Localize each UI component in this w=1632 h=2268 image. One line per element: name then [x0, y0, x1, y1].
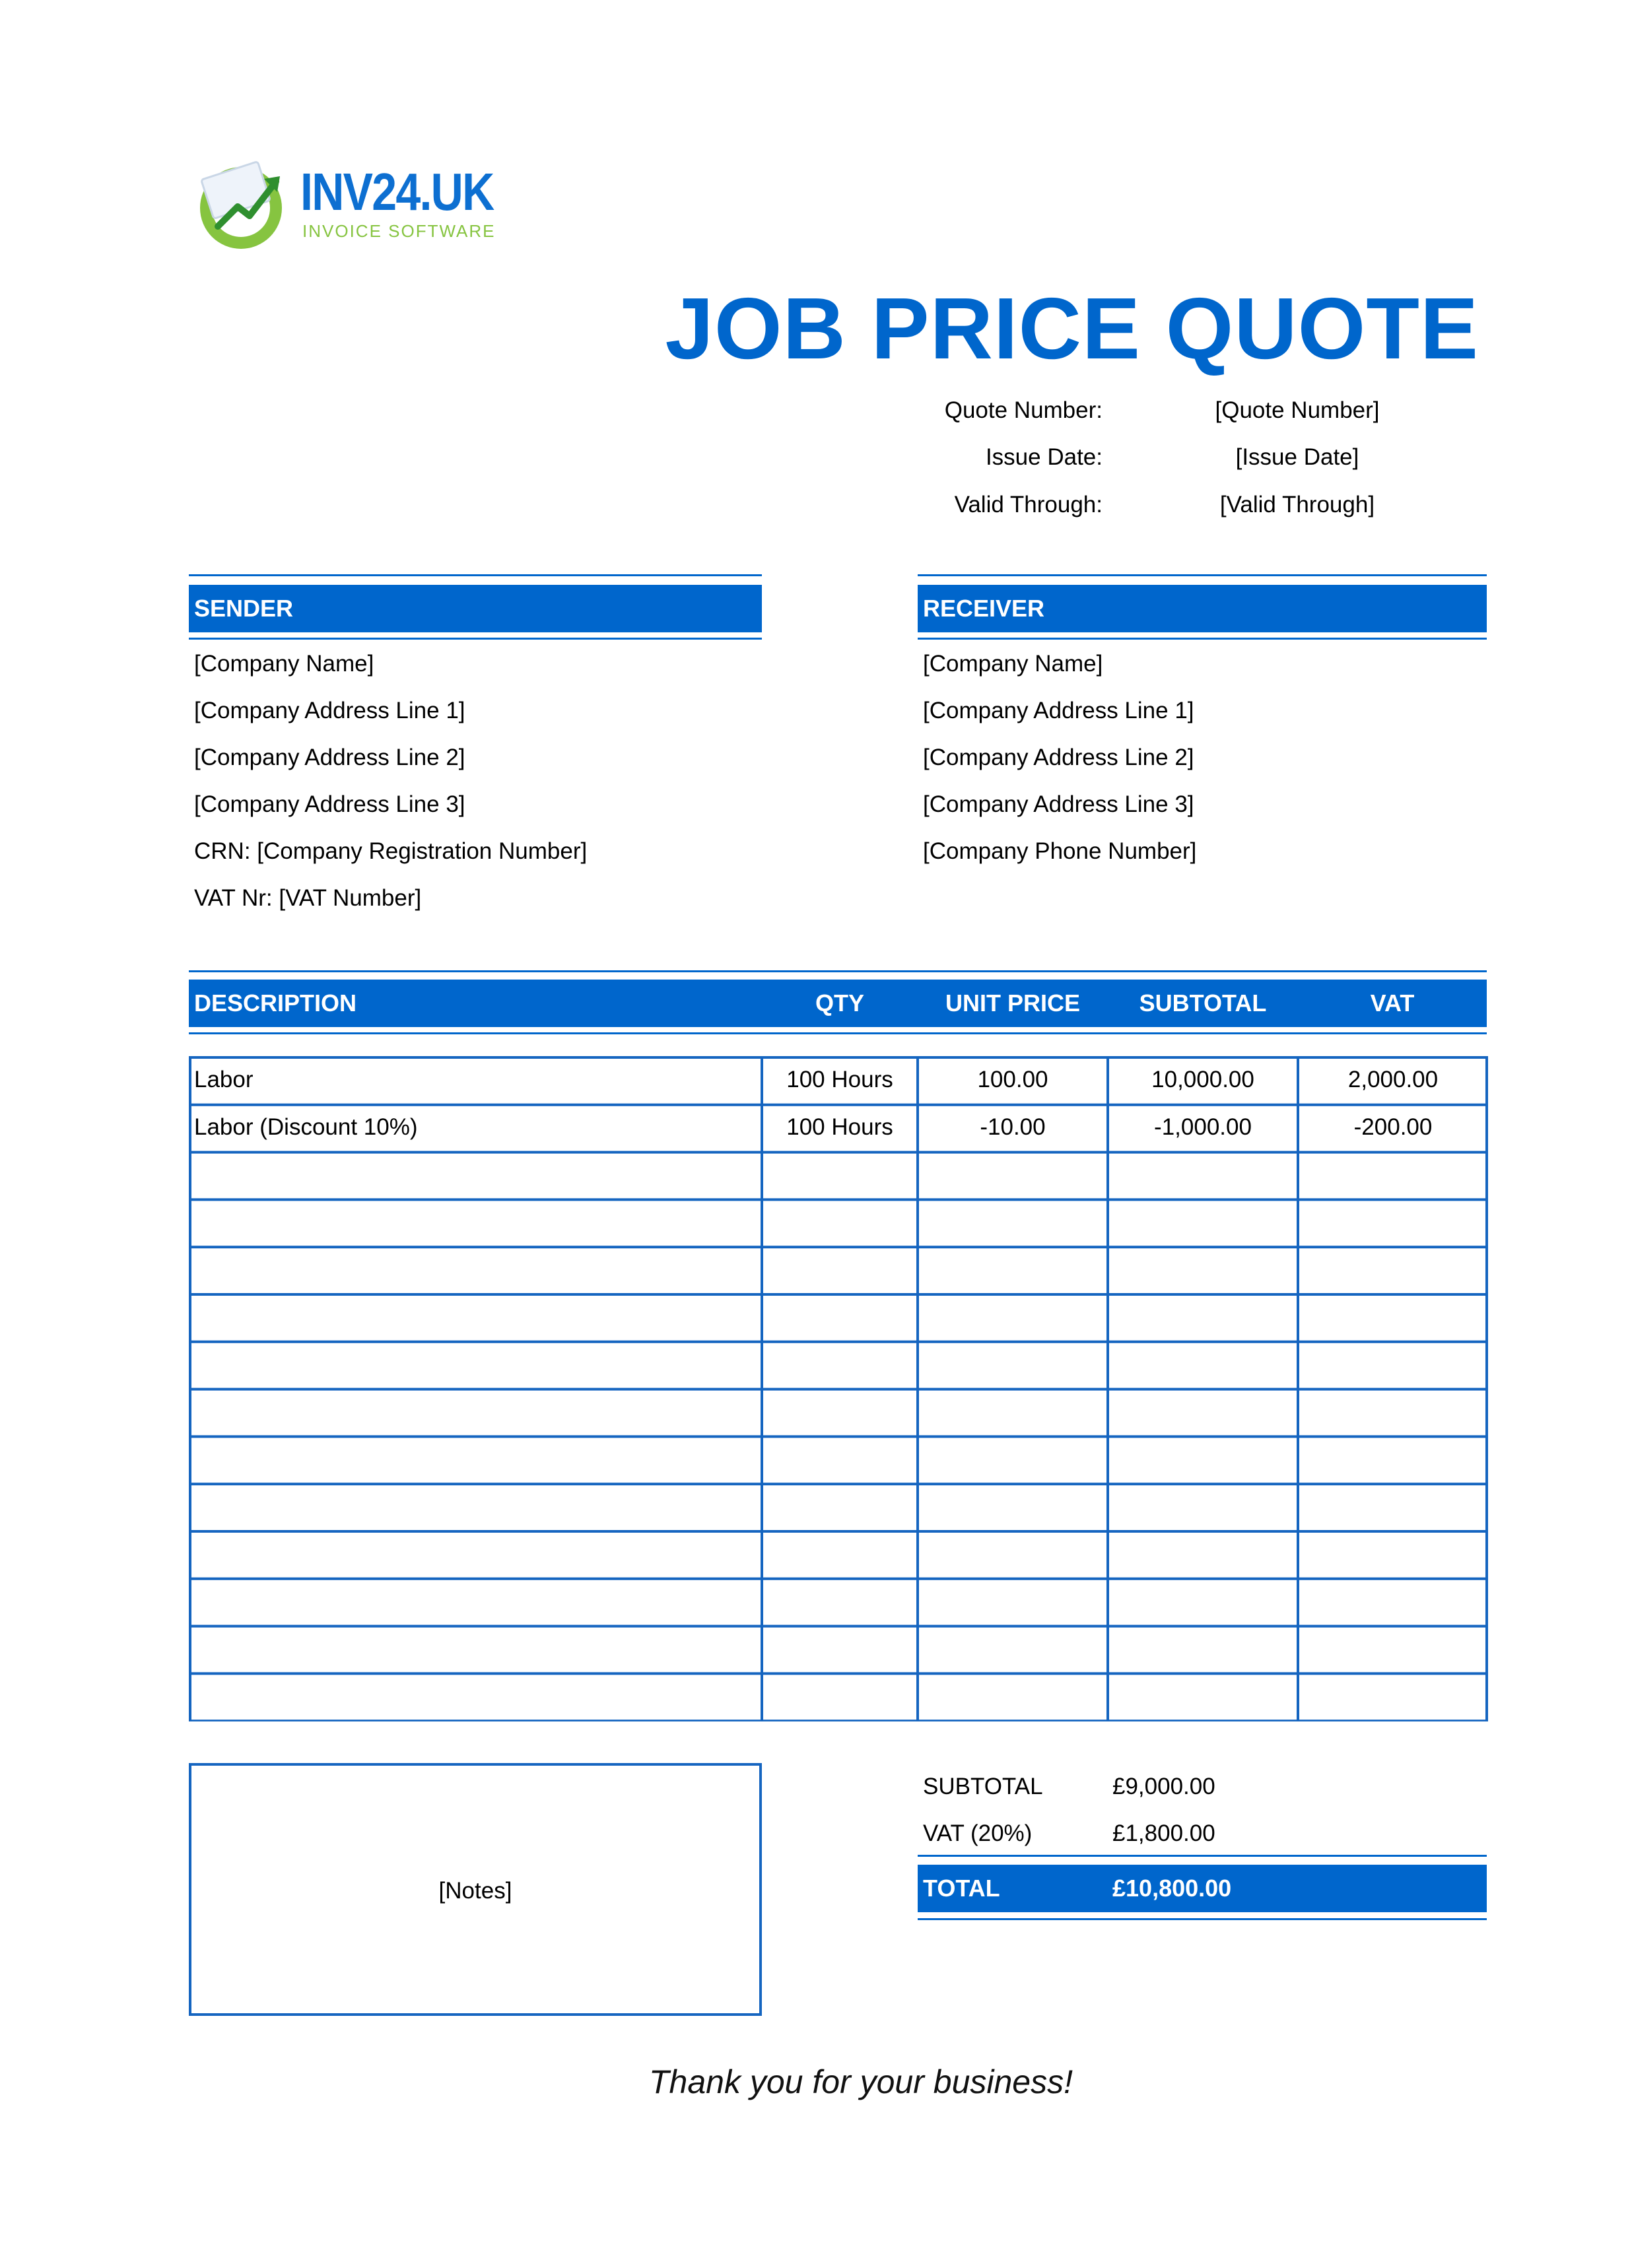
col-description-header: DESCRIPTION — [194, 989, 357, 1017]
row-1-unit-price: 100.00 — [977, 1067, 1048, 1092]
receiver-address-2: [Company Address Line 2] — [923, 745, 1194, 770]
receiver-phone: [Company Phone Number] — [923, 838, 1197, 864]
document-title: JOB PRICE QUOTE — [665, 280, 1479, 377]
logo-brand: INV24.UK — [300, 162, 494, 221]
subtotal-value: £9,000.00 — [1112, 1774, 1215, 1799]
items-table — [189, 1056, 1488, 1721]
table-grid-lines — [189, 1056, 1488, 1721]
quote-number-value: [Quote Number] — [1215, 397, 1380, 423]
divider — [918, 1855, 1487, 1857]
issue-date-label: Issue Date: — [985, 444, 1103, 470]
row-1-vat: 2,000.00 — [1347, 1067, 1439, 1092]
receiver-heading-band — [918, 585, 1487, 632]
divider — [189, 638, 762, 640]
sender-address-2: [Company Address Line 2] — [194, 745, 465, 770]
divider — [918, 1918, 1487, 1920]
receiver-heading: RECEIVER — [923, 595, 1045, 622]
row-1-qty: 100 Hours — [786, 1067, 893, 1092]
row-1-description: Labor — [194, 1067, 254, 1092]
col-subtotal-header: SUBTOTAL — [1139, 989, 1267, 1017]
divider — [189, 574, 762, 576]
receiver-address-1: [Company Address Line 1] — [923, 698, 1194, 723]
sender-company-name: [Company Name] — [194, 651, 374, 677]
total-value: £10,800.00 — [1112, 1875, 1232, 1902]
vat-value: £1,800.00 — [1112, 1820, 1215, 1846]
company-logo — [191, 155, 502, 254]
sender-address-1: [Company Address Line 1] — [194, 698, 465, 723]
items-header — [189, 980, 1487, 1027]
row-2-qty: 100 Hours — [786, 1114, 893, 1140]
thank-you-message: Thank you for your business! — [649, 2063, 1073, 2100]
logo-tagline: INVOICE SOFTWARE — [302, 221, 496, 241]
divider — [189, 1032, 1487, 1034]
valid-through-label: Valid Through: — [954, 492, 1103, 517]
receiver-company-name: [Company Name] — [923, 651, 1103, 677]
logo-icon — [191, 155, 297, 254]
sender-vat: VAT Nr: [VAT Number] — [194, 885, 422, 911]
col-qty-header: QTY — [815, 989, 864, 1017]
divider — [189, 970, 1487, 972]
sender-address-3: [Company Address Line 3] — [194, 791, 465, 817]
sender-crn: CRN: [Company Registration Number] — [194, 838, 588, 864]
total-label: TOTAL — [923, 1875, 1000, 1902]
notes-box — [189, 1763, 762, 2016]
issue-date-value: [Issue Date] — [1235, 444, 1359, 470]
col-vat-header: VAT — [1370, 989, 1415, 1017]
row-2-subtotal: -1,000.00 — [1154, 1114, 1252, 1140]
row-2-vat: -200.00 — [1353, 1114, 1433, 1140]
sender-heading: SENDER — [194, 595, 294, 622]
row-2-unit-price: -10.00 — [980, 1114, 1046, 1140]
quote-number-label: Quote Number: — [944, 397, 1103, 423]
notes-text: [Notes] — [438, 1878, 512, 1904]
divider — [918, 574, 1487, 576]
valid-through-value: [Valid Through] — [1219, 492, 1375, 517]
subtotal-label: SUBTOTAL — [923, 1774, 1043, 1799]
sender-heading-band — [189, 585, 762, 632]
receiver-address-3: [Company Address Line 3] — [923, 791, 1194, 817]
vat-label: VAT (20%) — [923, 1820, 1033, 1846]
row-1-subtotal: 10,000.00 — [1151, 1067, 1254, 1092]
divider — [918, 638, 1487, 640]
row-2-description: Labor (Discount 10%) — [194, 1114, 418, 1140]
total-band — [918, 1865, 1487, 1912]
col-unit-price-header: UNIT PRICE — [945, 989, 1080, 1017]
